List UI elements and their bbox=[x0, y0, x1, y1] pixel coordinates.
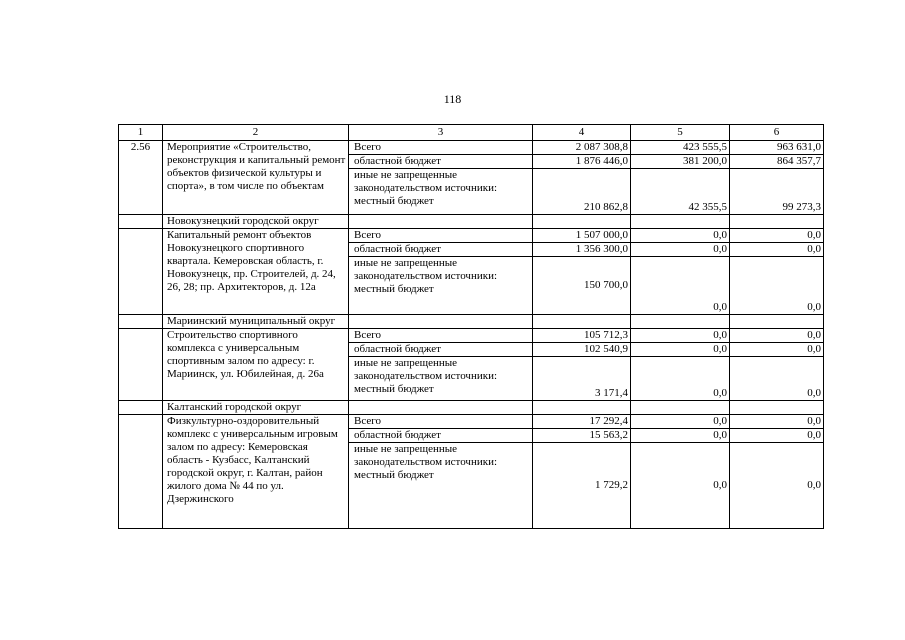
table-row bbox=[119, 329, 824, 343]
object-name: Строительство спортивного комплекса с универсальным спортивным залом по адресу: г. Мариинск, ул. Юбилейная, д. 26а bbox=[163, 329, 349, 401]
value-col5: 0,0 bbox=[631, 243, 730, 257]
district-row bbox=[119, 315, 824, 329]
value-col4: 3 171,4 bbox=[533, 357, 631, 401]
column-header: 1 bbox=[119, 125, 163, 141]
value-col6: 864 357,7 bbox=[730, 155, 824, 169]
district-title: Новокузнецкий городской округ bbox=[163, 215, 349, 229]
value-col4: 17 292,4 bbox=[533, 415, 631, 429]
value-col6: 0,0 bbox=[730, 329, 824, 343]
value-col4: 210 862,8 bbox=[533, 169, 631, 215]
table-header-row bbox=[119, 125, 824, 141]
value-col5: 0,0 bbox=[631, 443, 730, 529]
funding-source: областной бюджет bbox=[349, 155, 533, 169]
funding-source: областной бюджет bbox=[349, 243, 533, 257]
value-col6: 0,0 bbox=[730, 443, 824, 529]
table-row bbox=[119, 141, 824, 155]
column-header: 3 bbox=[349, 125, 533, 141]
district-row bbox=[119, 215, 824, 229]
budget-table bbox=[118, 124, 824, 529]
object-name: Капитальный ремонт объектов Новокузнецкого спортивного квартала. Кемеровская область, г. Новокузнецк, пр. Строителей, д. 24, 26, 28; пр. Архитекторов, д. 12а bbox=[163, 229, 349, 315]
funding-source: Всего bbox=[349, 329, 533, 343]
table-row bbox=[119, 229, 824, 243]
funding-source: Всего bbox=[349, 415, 533, 429]
value-col4: 1 507 000,0 bbox=[533, 229, 631, 243]
object-name: Физкультурно-оздоровительный комплекс с универсальным игровым залом по адресу: Кемеровская область - Кузбасс, Калтанский городской округ, г. Калтан, район жилого дома № 44 по ул. Дзержинского bbox=[163, 415, 349, 529]
value-col6: 0,0 bbox=[730, 415, 824, 429]
page-number: 118 bbox=[443, 92, 462, 106]
funding-source: иные не запрещенные законодательством источники: местный бюджет bbox=[349, 357, 533, 401]
value-col5: 381 200,0 bbox=[631, 155, 730, 169]
value-col5: 423 555,5 bbox=[631, 141, 730, 155]
funding-source: иные не запрещенные законодательством источники: местный бюджет bbox=[349, 257, 533, 315]
funding-source: иные не запрещенные законодательством источники: местный бюджет bbox=[349, 169, 533, 215]
value-col6: 0,0 bbox=[730, 243, 824, 257]
table-row bbox=[119, 415, 824, 429]
district-title: Мариинский муниципальный округ bbox=[163, 315, 349, 329]
funding-source: Всего bbox=[349, 141, 533, 155]
value-col6: 99 273,3 bbox=[730, 169, 824, 215]
column-header: 4 bbox=[533, 125, 631, 141]
value-col5: 0,0 bbox=[631, 329, 730, 343]
value-col4: 105 712,3 bbox=[533, 329, 631, 343]
funding-source: Всего bbox=[349, 229, 533, 243]
value-col4: 15 563,2 bbox=[533, 429, 631, 443]
value-col6: 0,0 bbox=[730, 229, 824, 243]
value-col4: 1 876 446,0 bbox=[533, 155, 631, 169]
column-header: 5 bbox=[631, 125, 730, 141]
entry-name: Мероприятие «Строительство, реконструкция и капитальный ремонт объектов физической культуры и спорта», в том числе по объектам bbox=[163, 141, 349, 215]
value-col6: 0,0 bbox=[730, 429, 824, 443]
column-header: 2 bbox=[163, 125, 349, 141]
value-col6: 0,0 bbox=[730, 343, 824, 357]
value-col5: 0,0 bbox=[631, 229, 730, 243]
value-col4: 2 087 308,8 bbox=[533, 141, 631, 155]
value-col6: 0,0 bbox=[730, 357, 824, 401]
value-col4: 1 356 300,0 bbox=[533, 243, 631, 257]
value-col4: 102 540,9 bbox=[533, 343, 631, 357]
funding-source: иные не запрещенные законодательством источники: местный бюджет bbox=[349, 443, 533, 529]
funding-source: областной бюджет bbox=[349, 343, 533, 357]
district-row bbox=[119, 401, 824, 415]
district-title: Калтанский городской округ bbox=[163, 401, 349, 415]
value-col4: 1 729,2 bbox=[533, 443, 631, 529]
value-col5: 0,0 bbox=[631, 357, 730, 401]
value-col5: 42 355,5 bbox=[631, 169, 730, 215]
value-col5: 0,0 bbox=[631, 415, 730, 429]
value-col5: 0,0 bbox=[631, 257, 730, 315]
value-col4: 150 700,0 bbox=[533, 257, 631, 315]
column-header: 6 bbox=[730, 125, 824, 141]
value-col6: 963 631,0 bbox=[730, 141, 824, 155]
value-col5: 0,0 bbox=[631, 343, 730, 357]
value-col6: 0,0 bbox=[730, 257, 824, 315]
funding-source: областной бюджет bbox=[349, 429, 533, 443]
value-col5: 0,0 bbox=[631, 429, 730, 443]
entry-number: 2.56 bbox=[119, 141, 163, 215]
